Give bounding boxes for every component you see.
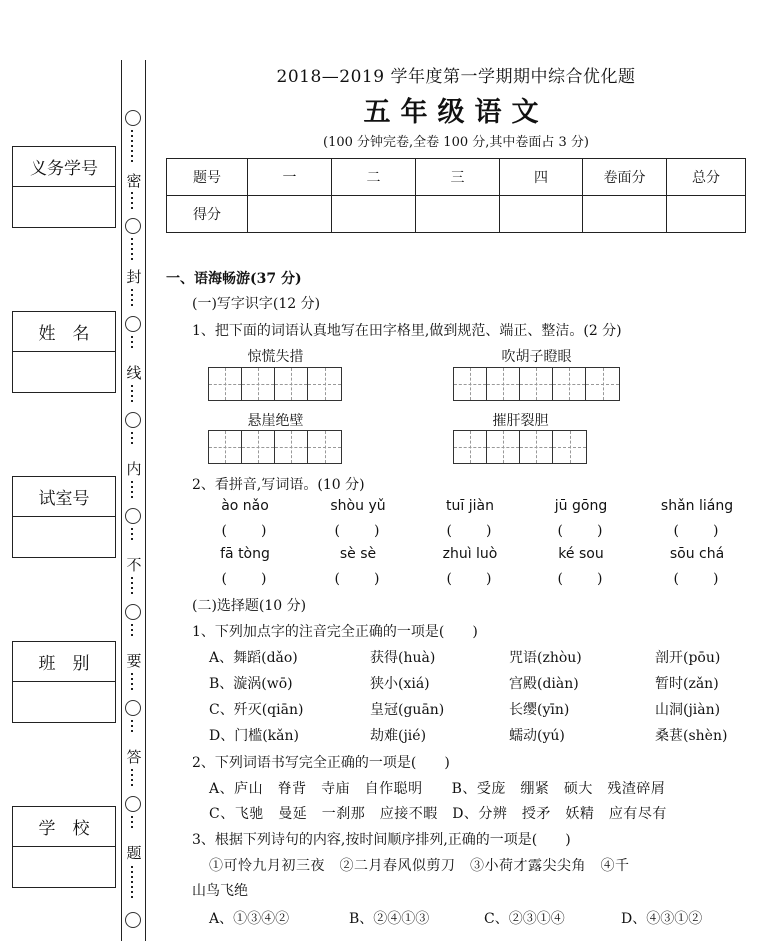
binding-dots: [131, 192, 133, 212]
score-header-cell: 卷面分: [583, 159, 667, 196]
tianzige-grid[interactable]: [208, 430, 342, 464]
info-box-school: [12, 806, 116, 888]
option-line: C、飞驰 曼延 一刹那 应接不暇 D、分辨 授矛 妖精 应有尽有: [209, 806, 667, 822]
answer-parens[interactable]: ( ): [446, 523, 494, 539]
option-item: 桑葚(shèn): [655, 728, 728, 744]
option-item: 宫殿(diàn): [509, 676, 579, 692]
seal-char: 线: [126, 364, 142, 382]
binding-dots: [131, 673, 133, 693]
pinyin: ào nǎo: [221, 498, 269, 514]
score-cell[interactable]: [416, 196, 500, 233]
binding-dots: [131, 577, 133, 597]
seal-char: 密: [126, 172, 142, 190]
answer-parens[interactable]: ( ): [673, 571, 721, 587]
binding-dots: [131, 385, 133, 405]
binding-circle: [125, 700, 141, 716]
option-item: 皇冠(guān): [370, 702, 445, 718]
binding-circle: [125, 110, 141, 126]
option-item: D、门槛(kǎn): [209, 728, 299, 744]
seal-char: 题: [126, 844, 142, 862]
part-title: (一)写字识字(12 分): [192, 296, 321, 312]
binding-circle: [125, 218, 141, 234]
binding-dots: [131, 866, 133, 901]
page-title: 五年级语文: [363, 97, 549, 128]
answer-parens[interactable]: ( ): [221, 523, 269, 539]
binding-dots: [131, 336, 133, 351]
exam-term-title: 2018—2019 学年度第一学期期中综合优化题: [276, 67, 636, 87]
pinyin: shǎn liáng: [660, 498, 734, 514]
answer-parens[interactable]: ( ): [557, 523, 605, 539]
info-label: 姓 名: [13, 312, 115, 352]
pinyin: fā tòng: [220, 546, 270, 562]
score-table-header-row: [167, 159, 746, 196]
copy-word: 吹胡子瞪眼: [501, 349, 572, 365]
binding-dots: [131, 238, 133, 263]
score-cell[interactable]: [583, 196, 667, 233]
binding-dots: [131, 528, 133, 543]
binding-line-left: [121, 60, 122, 941]
binding-dots: [131, 289, 133, 309]
part-title: (二)选择题(10 分): [192, 598, 307, 614]
option-item: 咒语(zhòu): [509, 650, 582, 666]
copy-word: 惊慌失措: [247, 349, 304, 365]
option-item: 暂时(zǎn): [655, 676, 719, 692]
option-line: A、庐山 脊背 寺庙 自作聪明 B、受庞 绷紧 硕大 残渣碎屑: [209, 781, 666, 797]
option-item: 获得(huà): [370, 650, 436, 666]
binding-circle: [125, 796, 141, 812]
info-label: 义务学号: [13, 147, 115, 187]
info-box-name: [12, 311, 116, 393]
question-text: 1、下列加点字的注音完全正确的一项是( ): [192, 624, 478, 640]
option-item: C、②③①④: [484, 911, 565, 927]
binding-dots: [131, 432, 133, 447]
option-item: 狭小(xiá): [370, 676, 430, 692]
binding-circle: [125, 604, 141, 620]
seal-char: 不: [126, 556, 142, 574]
section-title: 一、语海畅游(37 分): [166, 271, 302, 287]
tianzige-grid[interactable]: [453, 430, 587, 464]
option-item: C、歼灭(qiān): [209, 702, 304, 718]
score-header-cell: 一: [248, 159, 332, 196]
score-header-cell: 四: [500, 159, 583, 196]
answer-parens[interactable]: ( ): [673, 523, 721, 539]
question-text: 3、根据下列诗句的内容,按时间顺序排列,正确的一项是( ): [192, 832, 571, 848]
info-box-class: [12, 641, 116, 723]
option-item: 山洞(jiàn): [655, 702, 721, 718]
binding-dots: [131, 481, 133, 501]
score-cell[interactable]: [332, 196, 416, 233]
info-label: 班 别: [13, 642, 115, 682]
pinyin: sè sè: [339, 546, 377, 562]
score-header-cell: 题号: [167, 159, 248, 196]
score-table-score-row: [167, 196, 746, 233]
poem-line: 山鸟飞绝: [192, 883, 248, 899]
info-blank[interactable]: [13, 682, 115, 722]
option-item: 剖开(pōu): [655, 650, 721, 666]
answer-parens[interactable]: ( ): [221, 571, 269, 587]
question-text: 2、看拼音,写词语。(10 分): [192, 477, 365, 493]
option-item: B、②④①③: [349, 911, 430, 927]
info-box-student-id: [12, 146, 116, 228]
info-label: 试室号: [13, 477, 115, 517]
answer-parens[interactable]: ( ): [334, 571, 382, 587]
option-item: A、舞蹈(dǎo): [209, 650, 298, 666]
pinyin: sōu chá: [669, 546, 725, 562]
pinyin: tuī jiàn: [446, 498, 494, 514]
answer-parens[interactable]: ( ): [446, 571, 494, 587]
answer-parens[interactable]: ( ): [557, 571, 605, 587]
exam-note: (100 分钟完卷,全卷 100 分,其中卷面占 3 分): [323, 135, 589, 150]
binding-circle: [125, 912, 141, 928]
binding-circle: [125, 412, 141, 428]
option-item: B、漩涡(wō): [209, 676, 293, 692]
info-blank[interactable]: [13, 847, 115, 887]
pinyin: shòu yǔ: [330, 498, 386, 514]
tianzige-grid[interactable]: [453, 367, 620, 401]
score-cell[interactable]: [500, 196, 583, 233]
score-row-label: 得分: [167, 196, 248, 233]
binding-dots: [131, 130, 133, 165]
pinyin: jū gōng: [554, 498, 608, 514]
answer-parens[interactable]: ( ): [334, 523, 382, 539]
score-header-cell: 二: [332, 159, 416, 196]
info-label: 学 校: [13, 807, 115, 847]
score-header-cell: 三: [416, 159, 500, 196]
seal-char: 内: [126, 460, 142, 478]
binding-line-right: [145, 60, 146, 941]
info-blank[interactable]: [13, 517, 115, 557]
seal-char: 答: [126, 748, 142, 766]
binding-dots: [131, 769, 133, 789]
poem-line: ①可怜九月初三夜 ②二月春风似剪刀 ③小荷才露尖尖角 ④千: [209, 858, 630, 874]
binding-circle: [125, 508, 141, 524]
binding-circle: [125, 316, 141, 332]
binding-dots: [131, 816, 133, 831]
copy-word: 摧肝裂胆: [492, 413, 549, 429]
pinyin: zhuì luò: [442, 546, 498, 562]
tianzige-grid[interactable]: [208, 367, 342, 401]
option-item: 劫难(jié): [370, 728, 427, 744]
option-item: D、④③①②: [621, 911, 703, 927]
question-text: 2、下列词语书写完全正确的一项是( ): [192, 755, 450, 771]
binding-dots: [131, 720, 133, 735]
score-header-cell: 总分: [667, 159, 746, 196]
info-blank[interactable]: [13, 187, 115, 227]
pinyin: ké sou: [558, 546, 604, 562]
seal-char: 要: [126, 652, 142, 670]
score-cell[interactable]: [667, 196, 746, 233]
seal-char: 封: [126, 268, 142, 286]
copy-word: 悬崖绝壁: [247, 413, 304, 429]
question-text: 1、把下面的词语认真地写在田字格里,做到规范、端正、整洁。(2 分): [192, 323, 622, 339]
info-blank[interactable]: [13, 352, 115, 392]
option-item: 蠕动(yú): [509, 728, 565, 744]
binding-dots: [131, 624, 133, 639]
info-box-exam-room: [12, 476, 116, 558]
option-item: A、①③④②: [209, 911, 290, 927]
score-table: [166, 158, 746, 233]
option-item: 长缨(yīn): [509, 702, 570, 718]
score-cell[interactable]: [248, 196, 332, 233]
